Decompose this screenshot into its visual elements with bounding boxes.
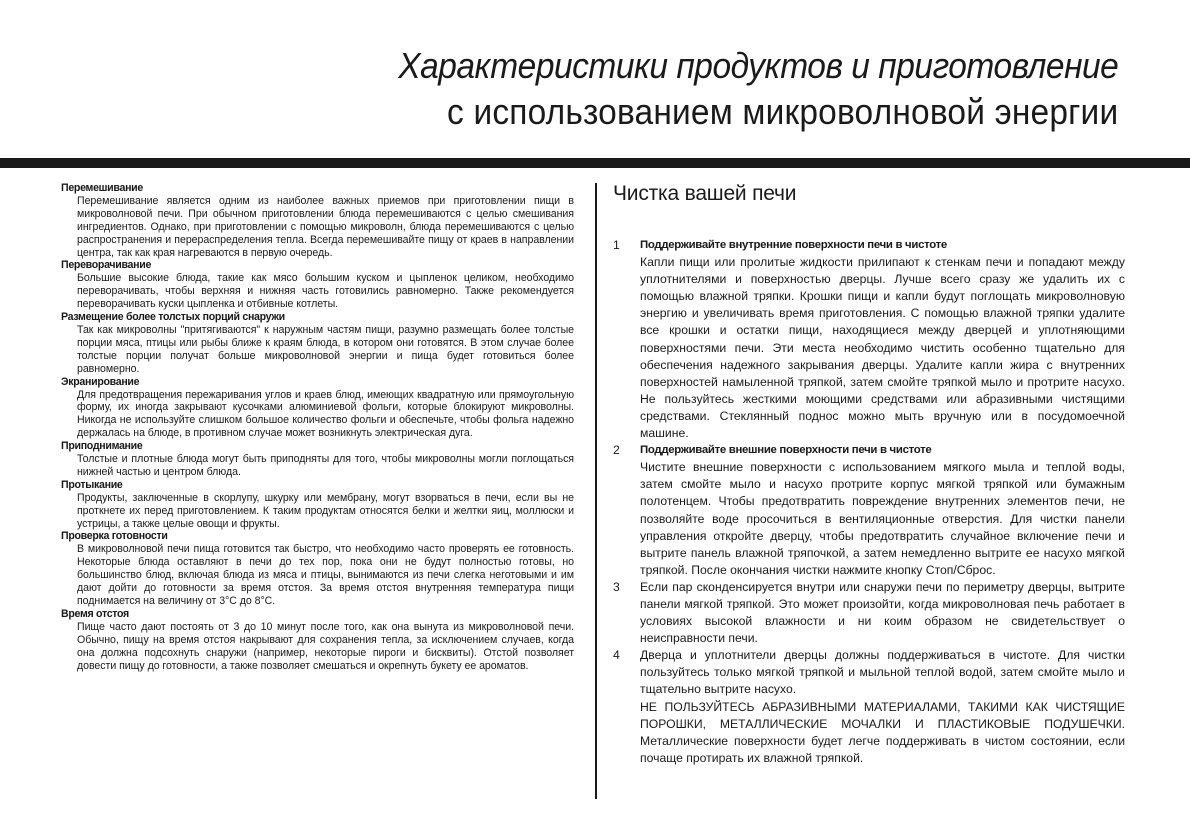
item-number: 3 [613,579,620,594]
section-heading: Переворачивание [61,259,152,272]
section-body: Продукты, заключенные в скорлупу, шкурку или мембрану, могут взорваться в печи, если вы не проткнете их перед приготовлением. К таким продуктам относятся белки и желтки яиц, моллюски и устрицы, а также целые овощи и фрукты. [77,491,574,530]
section-shielding [61,376,574,441]
section-piercing [61,479,574,531]
item-number: 4 [613,648,620,663]
item-heading: Поддерживайте внешние поверхности печи в чистоте [640,444,932,457]
cleaning-item [613,579,1125,647]
cleaning-item [613,647,1125,767]
cleaning-item [613,442,1125,579]
section-turning [61,259,574,311]
column-divider [595,183,597,799]
header-divider-bar [0,158,1190,168]
section-standing-time [61,608,574,673]
section-body: Большие высокие блюда, такие как мясо большим куском и цыпленок целиком, необходимо переворачивать, чтобы верхняя и нижняя часть готовились равномерно. Также рекомендуется переворачивать куски цыпленка и отбивные котлеты. [77,272,574,311]
item-body: Если пар сконденсируется внутри или снаружи печи по периметру дверцы, вытрите панели мягкой тряпкой. Это может произойти, когда микроволновая печь работает в условиях высокой влажности и ни коим образом не свидетельствует о неисправности печи. [640,579,1125,646]
section-heading: Протыкание [61,478,123,491]
section-stirring [61,182,574,259]
item-warning: НЕ ПОЛЬЗУЙТЕСЬ АБРАЗИВНЫМИ МАТЕРИАЛАМИ, ТАКИМИ КАК ЧИСТЯЩИЕ ПОРОШКИ, МЕТАЛЛИЧЕСКИЕ МОЧАЛКИ И ПЛАСТИКОВЫЕ ПОДУШЕЧКИ. Металлические поверхности будет легче поддерживать в чистом состоянии, если почаще протирать их влажной тряпкой. [640,699,1125,765]
section-body: В микроволновой печи пища готовится так быстро, что необходимо часто проверять ее готовность. Некоторые блюда оставляют в печи до тех пор, пока они не будут полностью готовы, но большинство блюд, включая блюда из мяса и птицы, вынимаются из печи слегка неготовыми и им дают дойти до готовности за время отстоя. За время отстоя внутренняя температура пищи поднимается на величину от 3°C до 8°C. [77,543,574,607]
page-subtitle: с использованием микроволновой энергии [446,91,1118,132]
section-body: Перемешивание является одним из наиболее важных приемов при приготовлении пищи в микроволновой печи. При обычном приготовлении блюда перемешиваются с целью смешивания ингредиентов. Однако, при приготовлении с помощью микроволн, блюда перемешиваются с целью распространения и перераспределения тепла. Всегда перемешивайте пищу от краев в направлении центра, так как края нагреваются в первую очередь. [77,194,574,259]
section-heading: Проверка готовности [61,530,168,543]
item-heading: Поддерживайте внутренние поверхности печи в чистоте [640,239,947,251]
cooking-techniques-column [61,182,574,672]
item-body: Чистите внешние поверхности с использованием мягкого мыла и теплой воды, затем смойте мыло и насухо протрите корпус мягкой тряпкой или бумажным полотенцем. Чтобы предотвратить повреждение внутренних элементов печи, не позволяйте воде просочиться в вентиляционные отверстия. Для чистки панели управления откройте дверцу, чтобы предотвратить случайное включение печи и вытрите панель влажной тряпочкой, а затем немедленно вытрите ее насухо мягкой тряпкой. После окончания чистки нажмите кнопку Стоп/Сброс. [640,460,1125,577]
item-number: 1 [613,238,620,252]
section-doneness [61,530,574,607]
cleaning-item [613,237,1125,442]
item-body: Капли пищи или пролитые жидкости прилипают к стенкам печи и попадают между уплотнителями и поверхностью дверцы. Лучше всего сразу же удалить их с помощью влажной тряпки. Крошки пищи и капли будут поглощать микроволновую энергию и увеличивать время приготовления. С помощью влажной тряпки удалите все крошки и остатки пищи, находящиеся между дверцей и уплотняющими поверхностями печи. Эти места необходимо чистить особенно тщательно для обеспечения надежного закрывания дверцы. Удалите капли жира с внутренних поверхностей намыленной тряпкой, затем смойте тряпкой мыло и протрите насухо. Не пользуйтесь жесткими моющими средствами или абразивными чистящими средствами. Стеклянный поднос можно мыть вручную или в посудомоечной машине. [640,255,1125,441]
section-body: Для предотвращения пережаривания углов и краев блюд, имеющих квадратную или прямоугольную форму, их иногда закрывают кусочками алюминиевой фольги, которые блокируют микроволны. Никогда не используйте слишком большое количество фольги и обеспечьте, чтобы фольга надежно держалась на блюде, в противном случае может возникнуть электрическая дуга. [77,388,574,440]
section-elevating [61,440,574,479]
cleaning-title: Чистка вашей печи [613,182,797,205]
section-heading: Размещение более толстых порций снаружи [61,311,285,324]
item-number: 2 [613,443,620,458]
section-arrangement [61,311,574,376]
section-body: Толстые и плотные блюда могут быть приподняты для того, чтобы микроволны могли поглощаться нижней частью и центром блюда. [77,453,574,478]
section-heading: Экранирование [61,375,140,388]
section-heading: Время отстоя [61,607,129,620]
item-body: Дверца и уплотнители дверцы должны поддерживаться в чистоте. Для чистки пользуйтесь только мягкой тряпкой и мыльной теплой водой, затем смойте мыло и тщательно вытрите насухо. [640,648,1125,697]
page-header [344,44,1118,136]
section-body: Так как микроволны "притягиваются" к наружным частям пищи, разумно размещать более толстые порции мяса, птицы или рыбы ближе к краям блюда, в котором они готовятся. В этом случае более толстые порции получат больше микроволновой энергии и пища будет готовиться более равномерно. [77,323,574,375]
page-title: Характеристики продуктов и приготовление [397,45,1118,86]
section-body: Пище часто дают постоять от 3 до 10 минут после того, как она вынута из микроволновой печи. Обычно, пищу на время отстоя накрывают для сохранения тепла, за исключением случаев, когда она должна подсохнуть снаружи (например, некоторые пироги и бисквиты). Отстой позволяет довести пищу до готовности, а также позволяет смешаться и окрепнуть букету ее ароматов. [77,620,574,672]
cleaning-column [613,181,1125,767]
section-heading: Перемешивание [61,182,143,194]
section-heading: Приподнимание [61,440,143,453]
